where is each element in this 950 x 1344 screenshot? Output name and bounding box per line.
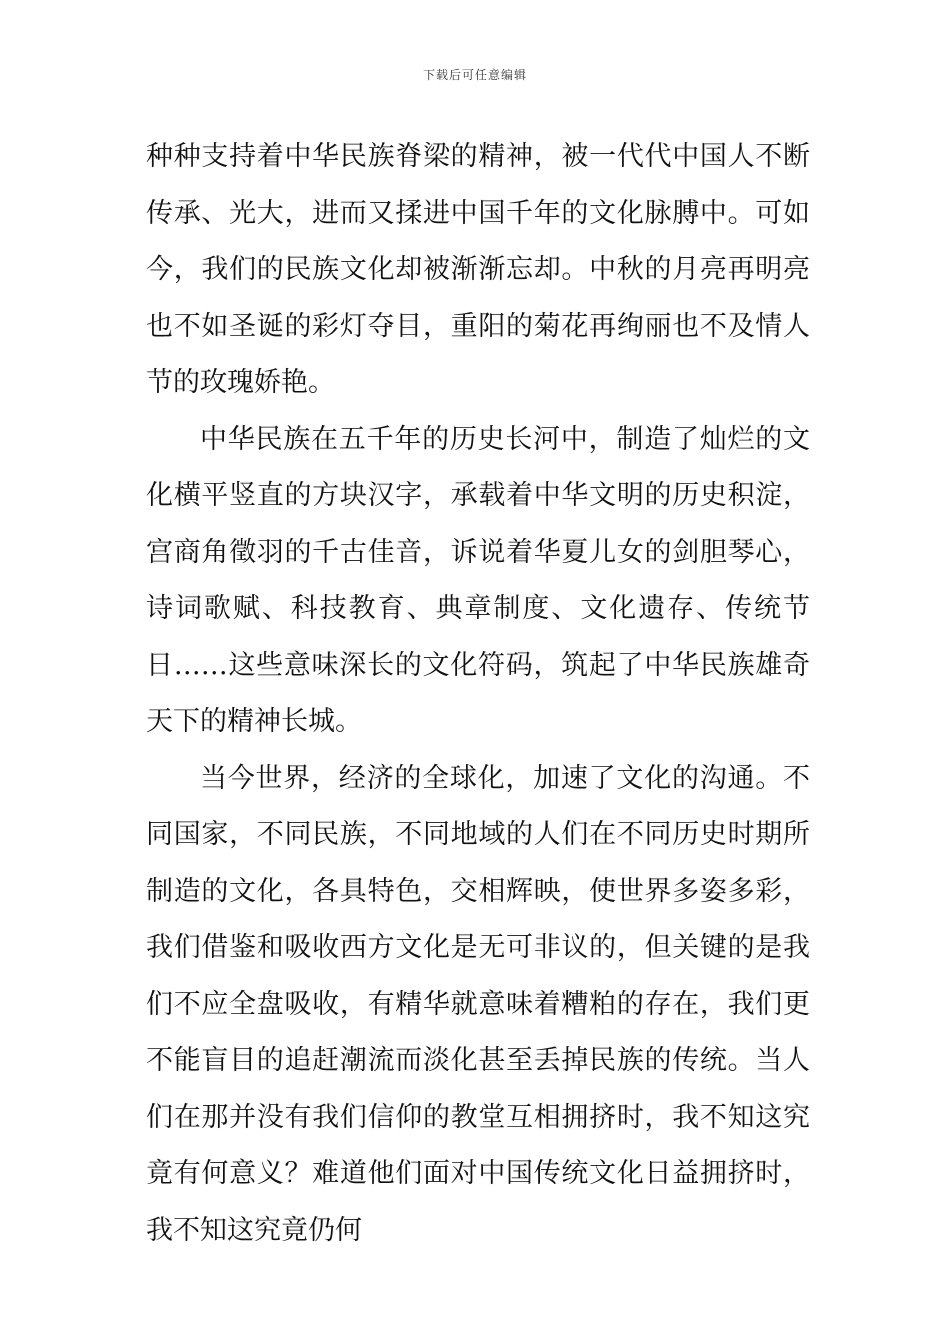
paragraph-3: 当今世界，经济的全球化，加速了文化的沟通。不同国家，不同民族，不同地域的人们在不同历史时期所制造的文化，各具特色，交相辉映，使世界多姿多彩，我们借鉴和吸收西方文化是无可非议的，但关键的是我们不应全盘吸收，有精华就意味着糟粕的存在，我们更不能盲目的追赶潮流而淡化甚至丢掉民族的传统。当人们在那并没有我们信仰的教堂互相拥挤时，我不知这究竟有何意义？难道他们面对中国传统文化日益拥挤时，我不知这究竟仍何 bbox=[146, 762, 810, 1246]
page-header-note: 下载后可任意编辑 bbox=[422, 68, 527, 82]
paragraph-2: 中华民族在五千年的历史长河中，制造了灿烂的文化横平竖直的方块汉字，承载着中华文明的历史积淀，宫商角徵羽的千古佳音，诉说着华夏儿女的剑胆琴心，诗词歌赋、科技教育、典章制度、文化遗存、传统节日……这些意味深长的文化符码，筑起了中华民族雄奇天下的精神长城。 bbox=[146, 423, 810, 737]
paragraph-1: 种种支持着中华民族脊梁的精神，被一代代中国人不断传承、光大，进而又揉进中国千年的文化脉膊中。可如今，我们的民族文化却被渐渐忘却。中秋的月亮再明亮也不如圣诞的彩灯夺目，重阳的菊花再绚丽也不及情人节的玫瑰娇艳。 bbox=[146, 141, 810, 398]
document-body bbox=[146, 129, 810, 1259]
